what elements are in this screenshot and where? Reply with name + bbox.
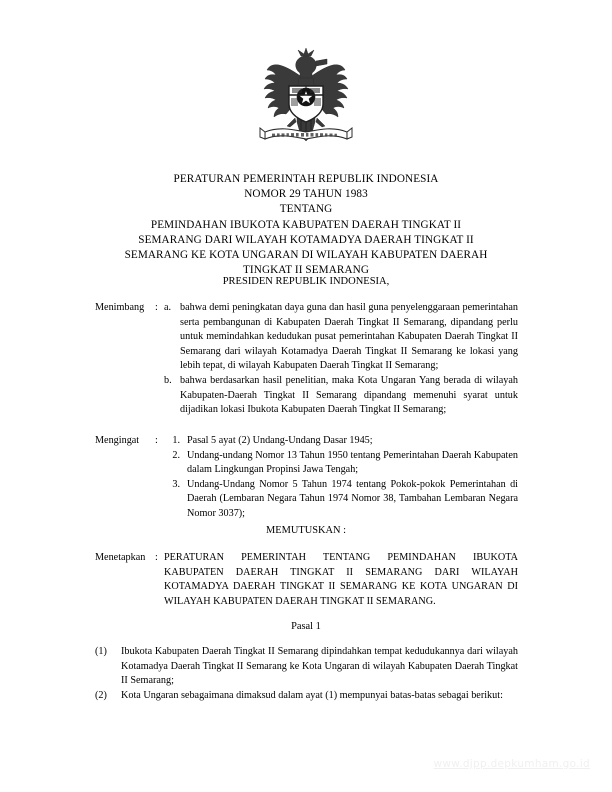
- emblem-container: [0, 42, 612, 154]
- menimbang-label: Menimbang: [95, 302, 145, 313]
- menetapkan-text: PERATURAN PEMERINTAH TENTANG PEMINDAHAN IBUKOTA KABUPATEN DAERAH TINGKAT II SEMARANG DARI WILAYAH KOTAMADYA DAERAH TINGKAT II SEMARANG KE KOTA UNGARAN DI WILAYAH KABUPATEN DAERAH TINGKAT II SEMARANG.: [164, 552, 518, 607]
- menetapkan-clause: [95, 551, 518, 609]
- mengingat-colon: :: [155, 435, 158, 446]
- pasal-marker-2: (2): [95, 689, 107, 701]
- pasal-item-2: [95, 689, 518, 704]
- menimbang-item-a: [95, 301, 518, 374]
- site-watermark: www.djpp.depkumham.go.id: [433, 758, 590, 770]
- pasal-heading: Pasal 1: [291, 621, 321, 632]
- title-line-6: SEMARANG KE KOTA UNGARAN DI WILAYAH KABUPATEN DAERAH: [124, 249, 488, 262]
- pasal-text-1: Ibukota Kabupaten Daerah Tingkat II Semarang dipindahkan tempat kedudukannya dari wilayah Kotamadya Daerah Tingkat II Semarang ke Kota Ungaran di wilayah Kabupaten Daerah Tingkat II Semarang;: [121, 646, 518, 687]
- menimbang-marker-b: b.: [164, 374, 172, 386]
- title-line-5: SEMARANG DARI WILAYAH KOTAMADYA DAERAH TINGKAT II: [138, 233, 474, 246]
- menimbang-text-a: bahwa demi peningkatan daya guna dan hasil guna penyelenggaraan pemerintahan serta pembangunan di Kabupaten Daerah Tingkat II Semarang, dipandang perlu untuk memindahkan kedudukan pusat pemerintahan Kabupaten Daerah Tingkat II Semarang dari wilayah Kotamadya Daerah Tingkat II Semarang ke lokasi yang lebih tepat, di wilayah Kabupaten Daerah Tingkat II Semarang;: [180, 302, 518, 372]
- pasal-text-2: Kota Ungaran sebagaimana dimaksud dalam ayat (1) mempunyai batas-batas sebagai berikut:: [121, 689, 503, 701]
- mengingat-text-1: Pasal 5 ayat (2) Undang-Undang Dasar 1945;: [187, 435, 373, 446]
- mengingat-label: Mengingat: [95, 435, 140, 446]
- mengingat-text-2: Undang-undang Nomor 13 Tahun 1950 tentang Pemerintahan Daerah Kabupaten dalam Lingkungan Propinsi Jawa Tengah;: [187, 449, 518, 476]
- title-line-1: PERATURAN PEMERINTAH REPUBLIK INDONESIA: [173, 173, 439, 185]
- menimbang-colon: :: [155, 302, 158, 313]
- menimbang-text-b: bahwa berdasarkan hasil penelitian, maka Kota Ungaran Yang berada di wilayah Kabupaten-Daerah Tingkat II Semarang dipandang memenuhi syarat untuk dijadikan lokasi Ibukota Kabupaten Daerah Tingkat II Semarang;: [180, 374, 518, 416]
- mengingat-marker-3: 3.: [172, 478, 180, 490]
- pasal-body: [95, 645, 518, 703]
- mengingat-text-3: Undang-Undang Nomor 5 Tahun 1974 tentang Pokok-pokok Pemerintahan di Daerah (Lembaran Negara Tahun 1974 Nomor 38, Tambahan Lembaran Negara Nomor 3037);: [187, 478, 518, 519]
- title-line-3: TENTANG: [279, 203, 333, 216]
- mengingat-clause: [95, 434, 518, 522]
- menetapkan-label: Menetapkan: [95, 552, 146, 563]
- document-title-block: [60, 172, 552, 278]
- pasal-marker-1: (1): [95, 646, 107, 657]
- president-heading: PRESIDEN REPUBLIK INDONESIA,: [222, 276, 390, 287]
- menimbang-clause: [95, 301, 518, 418]
- mengingat-item-3: [95, 478, 518, 522]
- garuda-pancasila-emblem: [245, 42, 367, 154]
- mengingat-marker-1: 1.: [172, 435, 180, 446]
- mengingat-item-1: [95, 434, 518, 449]
- mengingat-item-2: [95, 449, 518, 478]
- title-line-4: PEMINDAHAN IBUKOTA KABUPATEN DAERAH TINGKAT II: [150, 218, 462, 231]
- title-line-7: TINGKAT II SEMARANG: [243, 264, 369, 277]
- mengingat-marker-2: 2.: [172, 449, 180, 461]
- memutuskan-heading: MEMUTUSKAN :: [266, 525, 346, 536]
- pasal-item-1: [95, 645, 518, 689]
- menimbang-marker-a: a.: [164, 302, 172, 313]
- menimbang-item-b: [95, 374, 518, 418]
- menetapkan-colon: :: [155, 552, 158, 563]
- title-line-2: NOMOR 29 TAHUN 1983: [244, 188, 368, 201]
